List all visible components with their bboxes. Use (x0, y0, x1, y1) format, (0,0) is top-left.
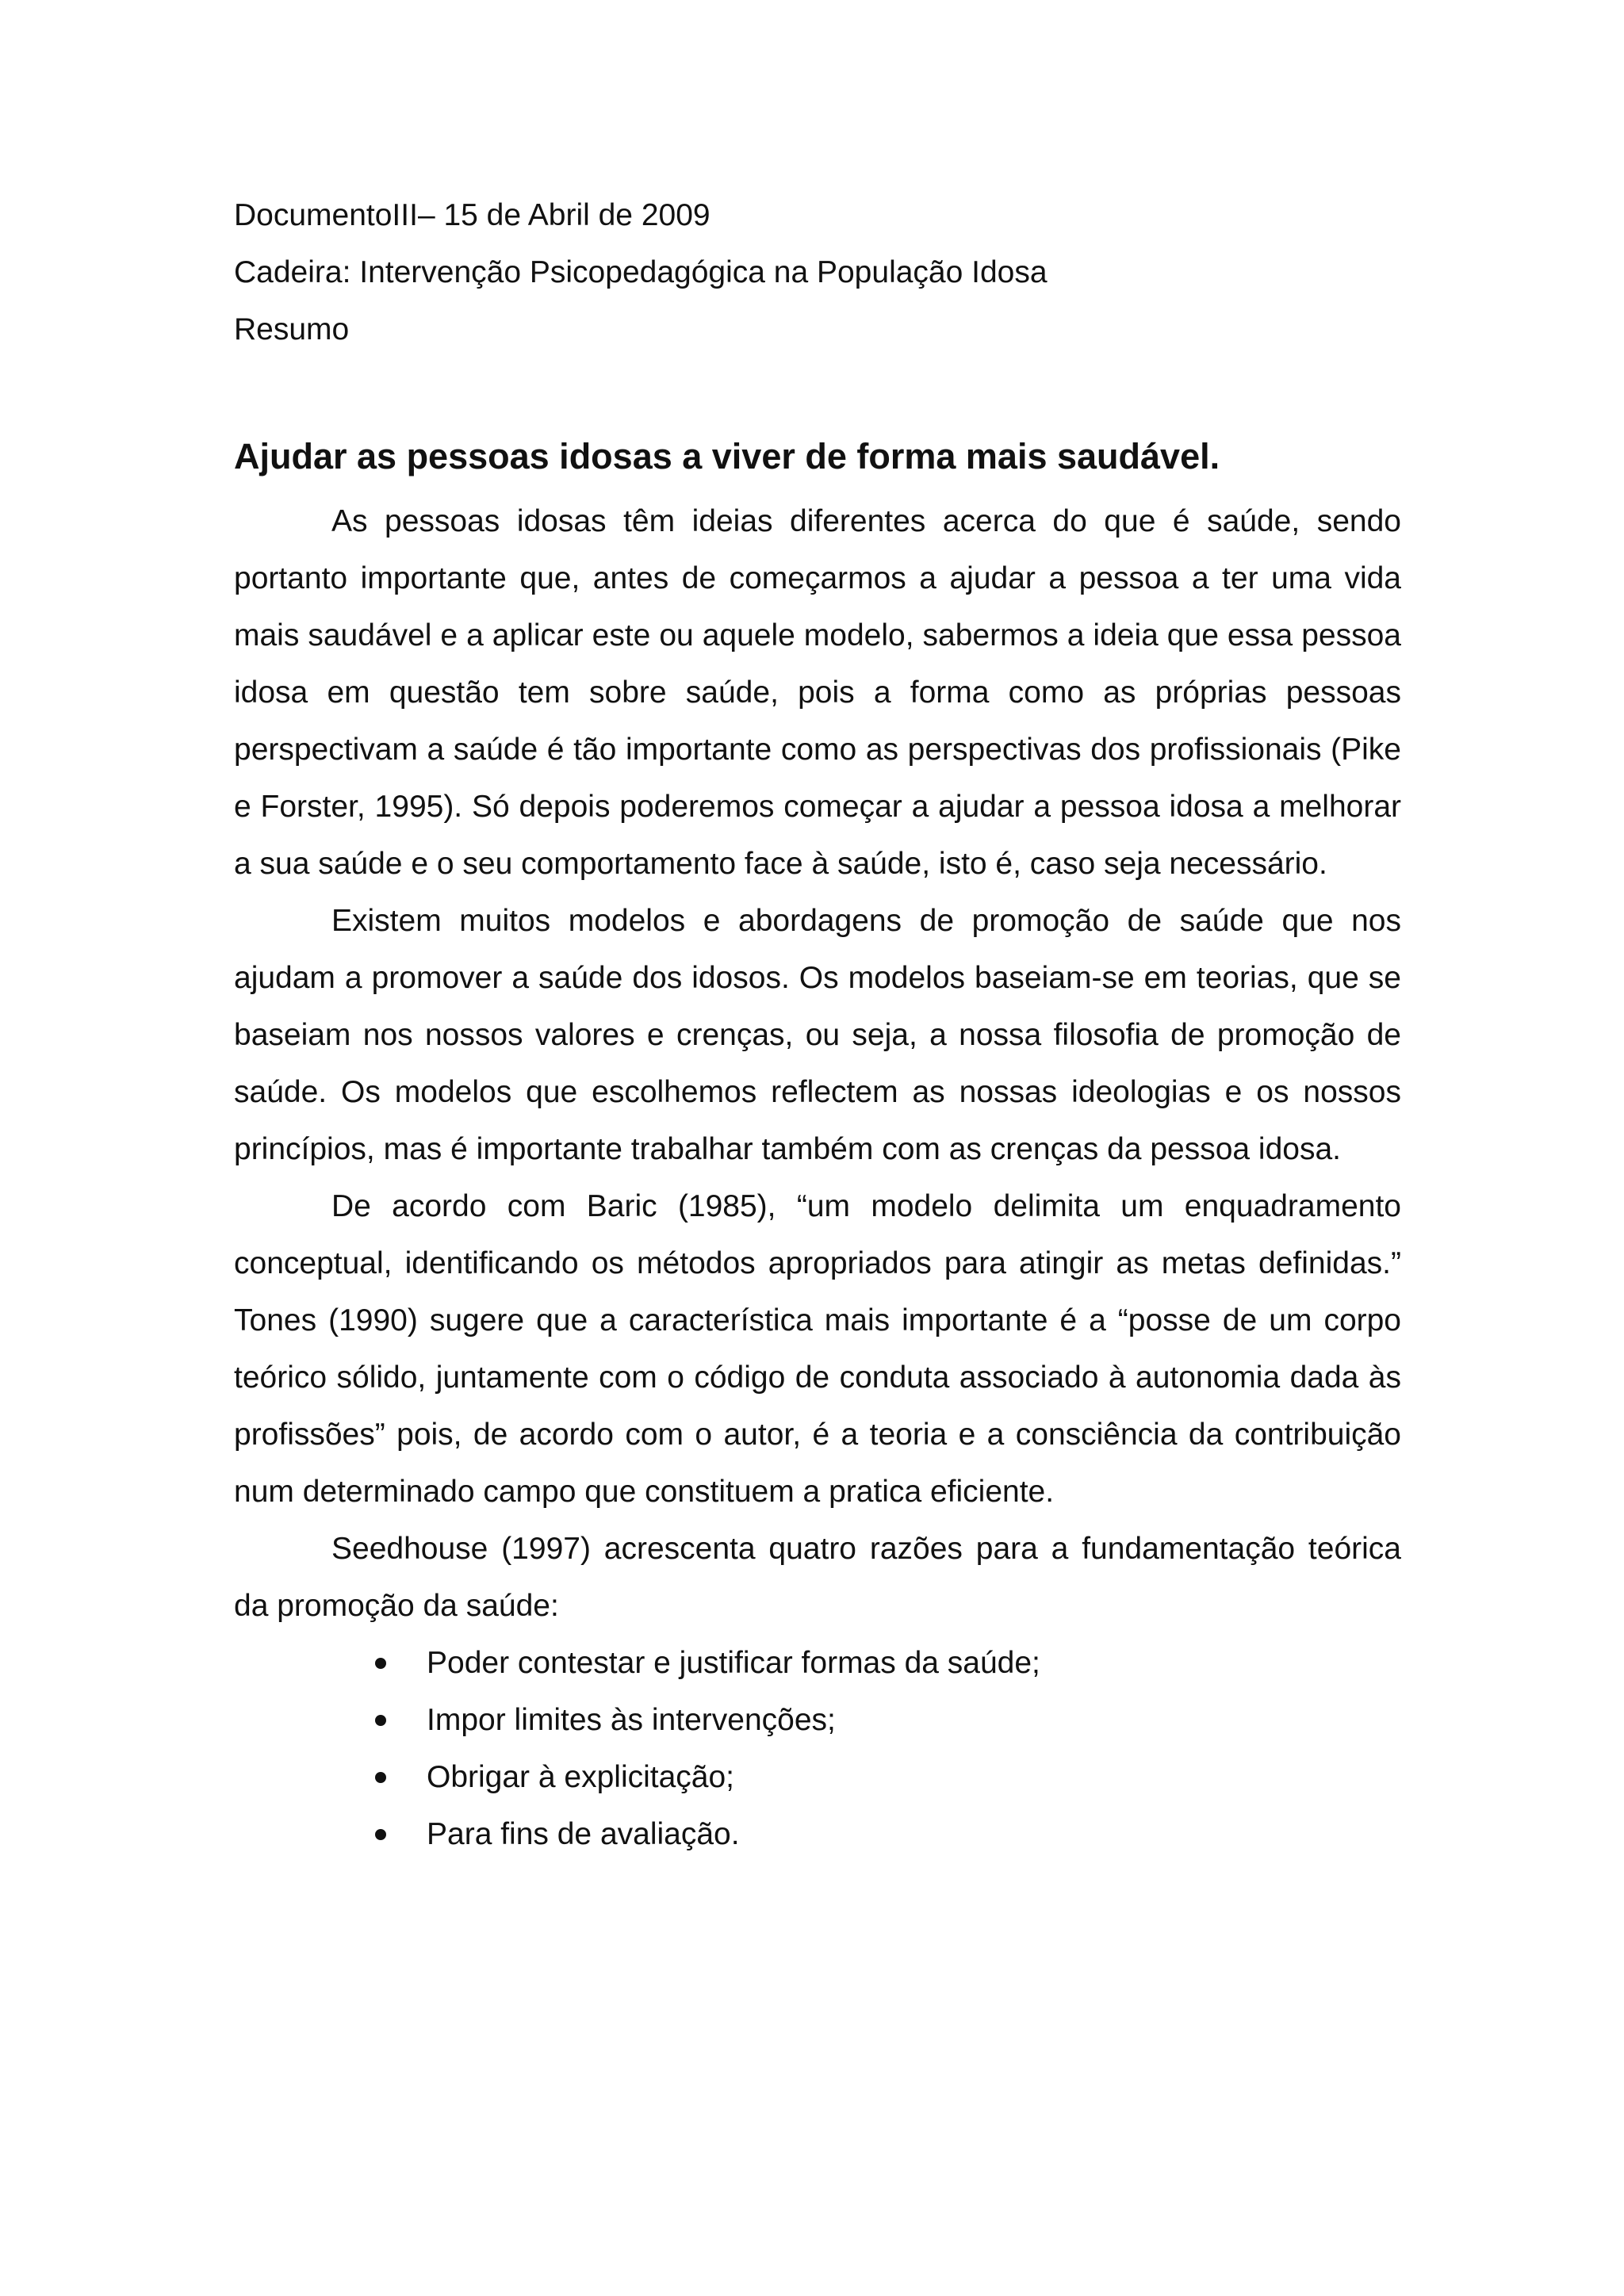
paragraph: Seedhouse (1997) acrescenta quatro razões para a fundamentação teórica da promoção da saúde: (234, 1532, 1401, 1623)
bullet-icon (375, 1658, 386, 1669)
list-item-text: Para fins de avaliação. (427, 1817, 740, 1851)
document-type: Resumo (234, 312, 350, 346)
list-item (375, 1635, 1401, 1692)
list-item-text: Impor limites às intervenções; (427, 1703, 836, 1737)
list-item-text: Obrigar à explicitação; (427, 1760, 735, 1794)
list-item (375, 1806, 1401, 1863)
course-name: Cadeira: Intervenção Psicopedagógica na População Idosa (234, 255, 1048, 289)
bullet-icon (375, 1829, 386, 1840)
section-heading: Ajudar as pessoas idosas a viver de forma mais saudável. (234, 436, 1220, 476)
paragraph: Existem muitos modelos e abordagens de promoção de saúde que nos ajudam a promover a saúde dos idosos. Os modelos baseiam-se em teorias, que se baseiam nos nossos valores e crenças, ou seja, a nossa filosofia de promoção de saúde. Os modelos que escolhemos reflectem as nossas ideologias e os nossos princípios, mas é importante trabalhar também com as crenças da pessoa idosa. (234, 904, 1401, 1166)
document-body (234, 493, 1401, 1863)
bullet-icon (375, 1715, 386, 1726)
list-item (375, 1692, 1401, 1749)
list-item-text: Poder contestar e justificar formas da saúde; (427, 1646, 1040, 1680)
document-header (234, 187, 1408, 358)
paragraph: As pessoas idosas têm ideias diferentes acerca do que é saúde, sendo portanto importante que, antes de começarmos a ajudar a pessoa a ter uma vida mais saudável e a aplicar este ou aquele modelo, sabermos a ideia que essa pessoa idosa em questão tem sobre saúde, pois a forma como as próprias pessoas perspectivam a saúde é tão importante como as perspectivas dos profissionais (Pike e Forster, 1995). Só depois poderemos começar a ajudar a pessoa idosa a melhorar a sua saúde e o seu comportamento face à saúde, isto é, caso seja necessário. (234, 504, 1401, 881)
paragraph: De acordo com Baric (1985), “um modelo delimita um enquadramento conceptual, identificando os métodos apropriados para atingir as metas definidas.” Tones (1990) sugere que a característica mais importante é a “posse de um corpo teórico sólido, juntamente com o código de conduta associado à autonomia dada às profissões” pois, de acordo com o autor, é a teoria e a consciência da contribuição num determinado campo que constituem a pratica eficiente. (234, 1189, 1401, 1509)
reasons-list (234, 1635, 1401, 1863)
bullet-icon (375, 1772, 386, 1783)
list-item (375, 1749, 1401, 1806)
document-id-date: DocumentoIII– 15 de Abril de 2009 (234, 198, 710, 232)
